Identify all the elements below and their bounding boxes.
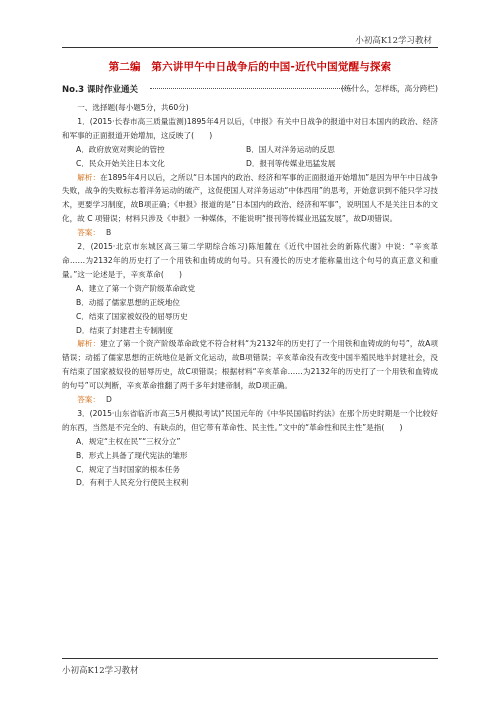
explanation-label: 解析：: [77, 172, 101, 182]
options-row: [62, 143, 438, 157]
option: D．结束了封建君主专制制度: [76, 325, 173, 335]
option: C．结束了国家被奴役的屈辱历史: [76, 311, 188, 321]
explanation: [62, 171, 438, 227]
explanation-label: 解析：: [77, 339, 101, 349]
section-heading: 一、选择题(每小题5分，共60分): [77, 103, 189, 112]
answer: [62, 393, 438, 407]
option: D．报刊等传媒业迅猛发展: [246, 158, 336, 168]
question-stem: 1．(2015·长春市高三质量监测)1895年4月以后，《申报》有关中日战争的报道中对日本国内的政治、经济和军事的正面报道开始增加，这反映了( ): [62, 116, 438, 140]
dotted-leader: [150, 88, 352, 89]
footer-rule: [62, 658, 438, 659]
answer-label: 答案：: [77, 228, 100, 238]
answer-value: B: [105, 228, 112, 238]
option: A．规定“主权在民”“三权分立”: [76, 436, 181, 446]
answer-label: 答案：: [77, 395, 100, 405]
content: [62, 101, 438, 490]
header-rule: [62, 47, 438, 48]
option: C．民众开始关注日本文化: [76, 158, 165, 168]
option: B．国人对洋务运动的反思: [246, 144, 335, 154]
subheader-tail: (练什么，怎样练，高分跨栏): [340, 84, 438, 93]
answer-value: D: [105, 395, 112, 405]
option: B．动摇了儒家思想的正统地位: [76, 297, 180, 307]
explanation: [62, 337, 438, 393]
explanation-text: 在1895年4月以后，之所以“日本国内的政治、经济和军事的正面报道开始增加”是因为甲午中日战争失败，战争的失败标志着洋务运动的破产，这促使国人对洋务运动“中体西用”的思考，开始意识到不能只学习技术，更要学习制度，故B项正确；《申报》报道的是“日本国内的政治、经济和军事”，说明国人不是关注日本的文化，故 C 项错误；材料只涉及《申报》一种媒体，不能说明“报刊等传媒业迅猛发展”，故D项错误。: [62, 172, 438, 224]
options-row: [62, 157, 438, 171]
answer: [62, 226, 438, 240]
header-brand: 小初高K12学习教材: [355, 36, 432, 46]
option: C．规定了当时国家的根本任务: [76, 464, 181, 474]
option: A．建立了第一个资产阶级革命政党: [76, 283, 196, 293]
subheader-no: No.3 课时作业通关: [62, 85, 139, 95]
option: A．政府放宽对舆论的管控: [76, 144, 165, 154]
footer-brand: 小初高K12学习教材: [62, 666, 139, 676]
question-stem: 2．(2015·北京市东城区高三第二学期综合练习)陈旭麓在《近代中国社会的新陈代谢》中说：“辛亥革命……为2132年的历史打了一个用铁和血铸成的句号。只有漫长的历史才能称量出这个句号的真正意义和重量。”这一论述是于，辛亥革命( ): [62, 242, 438, 279]
explanation-text: 建立了第一个资产阶级革命政党不符合材料“为2132年的历史打了一个用铁和血铸成的句号”，故A项错误；动摇了儒家思想的正统地位是新文化运动，故B项错误；辛亥革命没有改变中国半殖民地半封建社会，没有结束了国家被奴役的屈辱历史，故C项错误；根据材料“辛亥革命……为2132年的历史打了一个用铁和血铸成的句号”可以判断，辛亥革命推翻了两千多年封建帝制，故D项正确。: [62, 339, 438, 391]
question-stem: 3．(2015·山东省临沂市高三5月模拟考试)“民国元年的《中华民国临时约法》在那个历史时期是一个比较好的东西，当然是不完全的、有缺点的，但它带有革命性、民主性。”文中的“革命性和民主性”是指( ): [62, 408, 438, 432]
option: D．有利于人民充分行使民主权利: [76, 478, 189, 488]
subheader: [62, 83, 438, 97]
page-title: 第二编 第六讲甲午中日战争后的中国-近代中国觉醒与探索: [108, 61, 392, 73]
option: B．形式上具备了现代宪法的雏形: [76, 450, 188, 460]
